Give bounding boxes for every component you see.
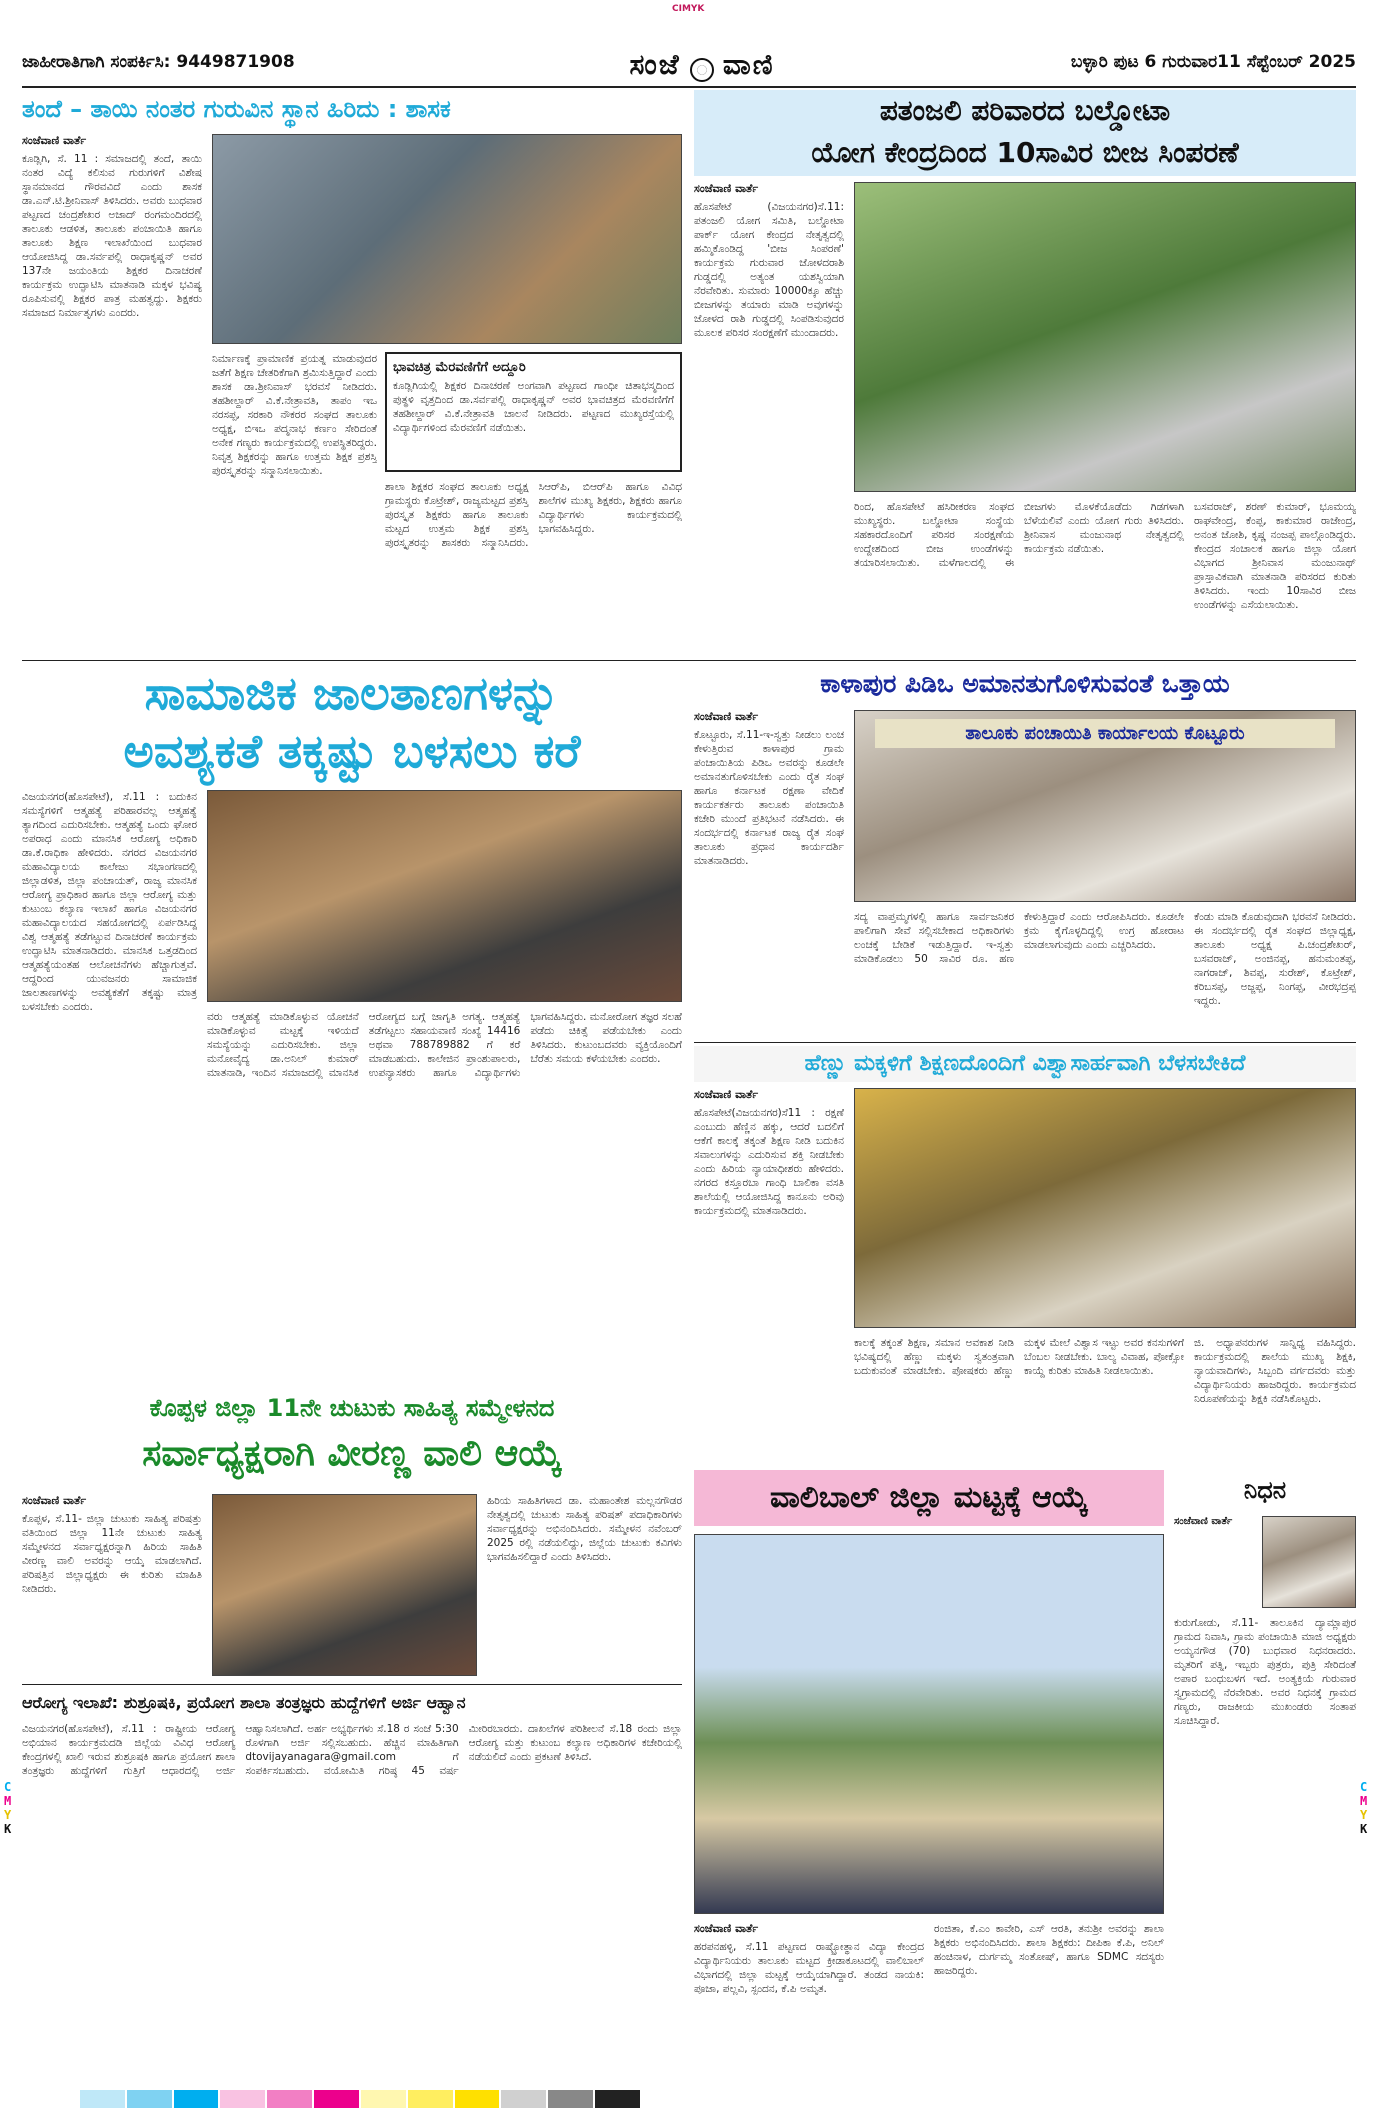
headline: ವಾಲಿಬಾಲ್ ಜಿಲ್ಲಾ ಮಟ್ಟಕ್ಕೆ ಆಯ್ಕೆ [769,1480,1089,1515]
body-right: ರಂಜಿತಾ, ಕೆ.ಎಂ ಕಾವೇರಿ, ಎಸ್ ಆರತಿ, ತನುಶ್ರೀ ಅವರನ್ನು ಶಾಲಾ ಶಿಕ್ಷಕರು ಅಭಿನಂದಿಸಿದರು. ಶಾಲಾ ಶಿಕ್ಷಕರು: ದೀಪಿಕಾ ಕೆ.ಪಿ, ಅನಿಲ್ ಹಂಚಿನಾಳ, ದುರ್ಗಮ್ಮ ಸಂತೋಷ್, ಹಾಗೂ SDMC ಸದಸ್ಯರು ಹಾಜರಿದ್ದರು. [934,1923,1164,1977]
byline: ಸಂಜೆವಾಣಿ ವಾರ್ತೆ [22,1494,87,1507]
story-pdo-protest [694,664,1356,1040]
headline: ನಿಧನ [1243,1476,1287,1504]
seed-ball-photo [854,182,1356,492]
color-bar [80,2090,640,2108]
body-right: ಬಸವರಾಜ್, ಶರಣ್ ಕುಮಾರ್, ಭೂಮಯ್ಯ ರಾಘವೇಂದ್ರ, ಕೆಂಪ್ಪ, ಕಾಕುಮಾರ ರಾಜೇಂದ್ರ, ಅನಂತ ಜೋಶಿ, ಕೃಷ್ಣ ನಂಜಪ್ಪ ಪಾಲ್ಗೊಂಡಿದ್ದರು. ಕೇಂದ್ರದ ಸಂಚಾಲಕ ಹಾಗೂ ಜಿಲ್ಲಾ ಯೋಗ ವಿಭಾಗದ ಶ್ರೀನಿವಾಸ ಮಂಜುನಾಥ್ ಪ್ರಾಸ್ತಾವಿಕವಾಗಿ ಮಾತನಾಡಿ ಪರಿಸರದ ಕುರಿತು ತಿಳಿಸಿದರು. ಇಂದು 10ಸಾವಿರ ಬೀಜ ಉಂಡೆಗಳನ್ನು ಎಸೆಯಲಾಯಿತು. [1194,501,1356,611]
paper-logo [602,48,802,84]
body-right: ಶಾಲಾ ಶಿಕ್ಷಕರ ಸಂಘದ ತಾಲೂಕು ಅಧ್ಯಕ್ಷ ಗ್ರಾಮಸ್ಥರು ಕೊಟ್ರೇಶ್, ರಾಜ್ಯಮಟ್ಟದ ಪ್ರಶಸ್ತಿ ಪುರಸ್ಕೃತ ಶಿಕ್ಷಕರು ಹಾಗೂ ತಾಲೂಕು ಮಟ್ಟದ ಉತ್ತಮ ಶಿಕ್ಷಕ ಪ್ರಶಸ್ತಿ ಪುರಸ್ಕೃತರನ್ನು ಶಾಸಕರು ಸನ್ಮಾನಿಸಿದರು. ಸಿಆರ್‌ಪಿ, ಬಿಆರ್‌ಪಿ ಹಾಗೂ ವಿವಿಧ ಶಾಲೆಗಳ ಮುಖ್ಯ ಶಿಕ್ಷಕರು, ಶಿಕ್ಷಕರು ಹಾಗೂ ವಿದ್ಯಾರ್ಥಿಗಳು ಕಾರ್ಯಕ್ರಮದಲ್ಲಿ ಭಾಗವಹಿಸಿದ್ದರು. [385,481,682,549]
headline-box [694,1470,1164,1526]
body-left: ಹರಪನಹಳ್ಳಿ, ಸೆ.11 ಪಟ್ಟಣದ ರಾಷ್ಟ್ರೋತ್ಥಾನ ವಿದ್ಯಾ ಕೇಂದ್ರದ ವಿದ್ಯಾರ್ಥಿನಿಯರು ತಾಲೂಕು ಮಟ್ಟದ ಕ್ರೀಡಾಕೂಟದಲ್ಲಿ ವಾಲಿಬಾಲ್ ವಿಭಾಗದಲ್ಲಿ ಜಿಲ್ಲಾ ಮಟ್ಟಕ್ಕೆ ಆಯ್ಕೆಯಾಗಿದ್ದಾರೆ. ತಂಡದ ನಾಯಕಿ: ಪೂಜಾ, ಪಲ್ಲವಿ, ಸ್ಪಂದನ, ಕೆ.ಪಿ ಅಮೃತ. [694,1941,924,1995]
masthead [22,48,1356,86]
obituary-portrait [1262,1516,1356,1608]
story-chutuku-sammelana [22,1390,682,1680]
body: ವಿಜಯನಗರ(ಹೊಸಪೇಟೆ), ಸೆ.11 : ರಾಷ್ಟ್ರೀಯ ಆರೋಗ್ಯ ಅಭಿಯಾನ ಕಾರ್ಯಕ್ರಮದಡಿ ಜಿಲ್ಲೆಯ ವಿವಿಧ ಆರೋಗ್ಯ ಕೇಂದ್ರಗಳಲ್ಲಿ ಖಾಲಿ ಇರುವ ಶುಶ್ರೂಷಕಿ ಹಾಗೂ ಪ್ರಯೋಗ ಶಾಲಾ ತಂತ್ರಜ್ಞರು ಹುದ್ದೆಗಳಿಗೆ ಗುತ್ತಿಗೆ ಆಧಾರದಲ್ಲಿ ಅರ್ಜಿ ಆಹ್ವಾನಿಸಲಾಗಿದೆ. ಅರ್ಹ ಅಭ್ಯರ್ಥಿಗಳು ಸೆ.18 ರ ಸಂಜೆ 5:30 ರೊಳಗಾಗಿ ಅರ್ಜಿ ಸಲ್ಲಿಸಬಹುದು. ಹೆಚ್ಚಿನ ಮಾಹಿತಿಗಾಗಿ dtovijayanagara@gmail.com ಗೆ ಸಂಪರ್ಕಿಸಬಹುದು. ವಯೋಮಿತಿ ಗರಿಷ್ಠ 45 ವರ್ಷ ಮೀರಿರಬಾರದು. ದಾಖಲೆಗಳ ಪರಿಶೀಲನೆ ಸೆ.18 ರಂದು ಜಿಲ್ಲಾ ಆರೋಗ್ಯ ಮತ್ತು ಕುಟುಂಬ ಕಲ್ಯಾಣ ಅಧಿಕಾರಿಗಳ ಕಚೇರಿಯಲ್ಲಿ ನಡೆಯಲಿದೆ ಎಂದು ಪ್ರಕಟಣೆ ತಿಳಿಸಿದೆ. [22,1723,682,1777]
headline: ಆರೋಗ್ಯ ಇಲಾಖೆ: ಶುಶ್ರೂಷಕಿ, ಪ್ರಯೋಗ ಶಾಲಾ ತಂತ್ರಜ್ಞರು ಹುದ್ದೆಗಳಿಗೆ ಅರ್ಜಿ ಆಹ್ವಾನ [22,1693,466,1712]
headline-box [22,664,682,782]
headline-box [22,1390,682,1488]
headline: ಹೆಣ್ಣು ಮಕ್ಕಳಿಗೆ ಶಿಕ್ಷಣದೊಂದಿಗೆ ವಿಶ್ವಾಸಾರ್ಹವಾಗಿ ಬೆಳಸಬೇಕಿದೆ [694,1046,1356,1082]
byline: ಸಂಜೆವಾಣಿ ವಾರ್ತೆ [694,710,759,723]
cmyk-mark-left: C M Y K [4,1780,12,1836]
body-left: ಹೊಸಪೇಟೆ(ವಿಜಯನಗರ)ಸೆ11 : ರಕ್ಷಣೆ ಎಂಬುದು ಹೆಣ್ಣಿನ ಹಕ್ಕು, ಆದರೆ ಬದಲಿಗೆ ಆಕೆಗೆ ಕಾಲಕ್ಕೆ ತಕ್ಕಂತೆ ಶಿಕ್ಷಣ ನೀಡಿ ಬದುಕಿನ ಸವಾಲುಗಳನ್ನು ಎದುರಿಸುವ ಶಕ್ತಿ ನೀಡಬೇಕು ಎಂದು ಹಿರಿಯ ನ್ಯಾಯಾಧೀಶರು ಹೇಳಿದರು. ನಗರದ ಕಸ್ತೂರಬಾ ಗಾಂಧಿ ಬಾಲಿಕಾ ವಸತಿ ಶಾಲೆಯಲ್ಲಿ ಆಯೋಜಿಸಿದ್ದ ಕಾನೂನು ಅರಿವು ಕಾರ್ಯಕ್ರಮದಲ್ಲಿ ಮಾತನಾಡಿದರು. [694,1107,844,1217]
body-right: ಜಿ. ಅಧ್ಯಾಪನರುಗಳ ಸಾನ್ನಿಧ್ಯ ವಹಿಸಿದ್ದರು. ಕಾರ್ಯಕ್ರಮದಲ್ಲಿ ಶಾಲೆಯ ಮುಖ್ಯ ಶಿಕ್ಷಕಿ, ನ್ಯಾಯವಾದಿಗಳು, ಸಿಬ್ಬಂದಿ ವರ್ಗದವರು ಮತ್ತು ವಿದ್ಯಾರ್ಥಿನಿಯರು ಹಾಜರಿದ್ದರು. ಕಾರ್ಯಕ್ರಮದ ನಿರೂಪಣೆಯನ್ನು ಶಿಕ್ಷಕಿ ನಡೆಸಿಕೊಟ್ಟರು. [1194,1337,1356,1405]
headline-line2: ಅವಶ್ಯಕತೆ ತಕ್ಕಷ್ಟು ಬಳಸಲು ಕರೆ [123,724,581,778]
story-seed-ball [694,90,1356,656]
headline-line1: ಸಾಮಾಜಿಕ ಜಾಲತಾಣಗಳನ್ನು [144,666,560,720]
headline-line2: ಸರ್ವಾಧ್ಯಕ್ಷರಾಗಿ ವೀರಣ್ಣ ವಾಲಿ ಆಯ್ಕೆ [142,1433,562,1474]
body-right: ವರು ಆತ್ಮಹತ್ಯೆ ಮಾಡಿಕೊಳ್ಳುವ ಯೋಚನೆ ಮಾಡಿಕೊಳ್ಳುವ ಮಟ್ಟಕ್ಕೆ ಇಳಿಯದೆ ಸಮಸ್ಯೆಯನ್ನು ಎದುರಿಸಬೇಕು. ಜಿಲ್ಲಾ ಮನೋವೈದ್ಯ ಡಾ.ಅನಿಲ್ ಕುಮಾರ್ ಮಾತನಾಡಿ, ಇಂದಿನ ಸಮಾಜದಲ್ಲಿ ಮಾನಸಿಕ ಆರೋಗ್ಯದ ಬಗ್ಗೆ ಜಾಗೃತಿ ಅಗತ್ಯ. ಆತ್ಮಹತ್ಯೆ ತಡೆಗಟ್ಟಲು ಸಹಾಯವಾಣಿ ಸಂಖ್ಯೆ 14416 ಅಥವಾ 788789882 ಗೆ ಕರೆ ಮಾಡಬಹುದು. ಕಾಲೇಜಿನ ಪ್ರಾಂಶುಪಾಲರು, ಉಪನ್ಯಾಸಕರು ಹಾಗೂ ವಿದ್ಯಾರ್ಥಿಗಳು ಭಾಗವಹಿಸಿದ್ದರು. ಮನೋರೋಗ ತಜ್ಞರ ಸಲಹೆ ಪಡೆದು ಚಿಕಿತ್ಸೆ ಪಡೆಯಬೇಕು ಎಂದು ತಿಳಿಸಿದರು. ಕುಟುಂಬದವರು ವ್ಯಕ್ತಿಯೊಂದಿಗೆ ಬೆರೆತು ಸಮಯ ಕಳೆಯಬೇಕು ಎಂದರು. [207,1011,682,1079]
volleyball-team-photo [694,1534,1164,1914]
divider-3 [22,1684,682,1685]
byline: ಸಂಜೆವಾಣಿ ವಾರ್ತೆ [22,134,87,147]
byline: ಸಂಜೆವಾಣಿ ವಾರ್ತೆ [1174,1516,1233,1527]
divider-2 [694,1042,1356,1043]
story-health-recruitment [22,1688,682,2078]
body-right: ಹಿರಿಯ ಸಾಹಿತಿಗಳಾದ ಡಾ. ಮಹಾಂತೇಶ ಮಲ್ಲನಗೌಡರ ನೇತೃತ್ವದಲ್ಲಿ ಚುಟುಕು ಸಾಹಿತ್ಯ ಪರಿಷತ್ ಪದಾಧಿಕಾರಿಗಳು ಸರ್ವಾಧ್ಯಕ್ಷರನ್ನು ಅಭಿನಂದಿಸಿದರು. ಸಮ್ಮೇಳನ ನವೆಂಬರ್ 2025 ರಲ್ಲಿ ನಡೆಯಲಿದ್ದು, ಜಿಲ್ಲೆಯ ಚುಟುಕು ಕವಿಗಳು ಭಾಗವಹಿಸಲಿದ್ದಾರೆ ಎಂದು ತಿಳಿಸಿದರು. [487,1495,682,1563]
byline: ಸಂಜೆವಾಣಿ ವಾರ್ತೆ [694,182,759,195]
body-left: ಹೊಸಪೇಟೆ (ವಿಜಯನಗರ)ಸೆ.11: ಪತಂಜಲಿ ಯೋಗ ಸಮಿತಿ, ಬಲ್ಡೋಟಾ ಪಾರ್ಕ್ ಯೋಗ ಕೇಂದ್ರದ ನೇತೃತ್ವದಲ್ಲಿ ಹಮ್ಮಿಕೊಂಡಿದ್ದ 'ಬೀಜ ಸಿಂಪರಣೆ' ಕಾರ್ಯಕ್ರಮ ಗುರುವಾರ ಜೋಳದರಾಶಿ ಗುಡ್ಡದಲ್ಲಿ ಅತ್ಯಂತ ಯಶಸ್ವಿಯಾಗಿ ನೆರವೇರಿತು. ಸುಮಾರು 10000ಕ್ಕೂ ಹೆಚ್ಚು ಬೀಜಗಳನ್ನು ತಯಾರು ಮಾಡಿ ಅವುಗಳನ್ನು ಜೋಳದ ರಾಶಿ ಗುಡ್ಡದಲ್ಲಿ ಸಿಂಪಡಿಸುವುದರ ಮೂಲಕ ಪರಿಸರ ಸಂರಕ್ಷಣೆಗೆ ಮುಂದಾದರು. [694,201,844,339]
paper-name-right: ವಾಣಿ [722,48,775,81]
body-left: ಕೊಟ್ಟೂರು, ಸೆ.11-ಇ-ಸ್ವತ್ತು ನೀಡಲು ಲಂಚ ಕೇಳುತ್ತಿರುವ ಕಾಳಾಪುರ ಗ್ರಾಮ ಪಂಚಾಯಿತಿಯ ಪಿಡಿಒ ಅವರನ್ನು ಕೂಡಲೇ ಅಮಾನತುಗೊಳಿಸಬೇಕು ಎಂದು ರೈತ ಸಂಘ ಹಾಗೂ ಕರ್ನಾಟಕ ರಕ್ಷಣಾ ವೇದಿಕೆ ಕಾರ್ಯಕರ್ತರು ತಾಲೂಕು ಪಂಚಾಯಿತಿ ಕಚೇರಿ ಮುಂದೆ ಪ್ರತಿಭಟನೆ ನಡೆಸಿದರು. ಈ ಸಂದರ್ಭದಲ್ಲಿ ಕರ್ನಾಟಕ ರಾಜ್ಯ ರೈತ ಸಂಘ ತಾಲೂಕು ಪ್ರಧಾನ ಕಾರ್ಯದರ್ಶಿ ಮಾತನಾಡಿದರು. [694,729,844,867]
obituary [1174,1470,1356,2078]
issue-info: ಬಳ್ಳಾರಿ ಪುಟ 6 ಗುರುವಾರ11 ಸೆಪ್ಟೆಂಬರ್ 2025 [1070,52,1356,72]
divider-1 [22,660,1356,661]
story-teacher-day [22,90,682,656]
story-social-media [22,664,682,1384]
body-mid: ನಿರ್ಮಾಣಕ್ಕೆ ಪ್ರಾಮಾಣಿಕ ಪ್ರಯತ್ನ ಮಾಡುವುದರ ಜತೆಗೆ ಶಿಕ್ಷಣ ಚೇತರಿಕೆಗಾಗಿ ಶ್ರಮಿಸುತ್ತಿದ್ದಾರೆ ಎಂದು ಶಾಸಕ ಡಾ.ಶ್ರೀನಿವಾಸ್ ಭರವಸೆ ನೀಡಿದರು. ತಹಶೀಲ್ದಾರ್ ವಿ.ಕೆ.ನೇತ್ರಾವತಿ, ತಾಪಂ ಇಒ ನರಸಪ್ಪ, ಸರಕಾರಿ ನೌಕರರ ಸಂಘದ ತಾಲೂಕು ಅಧ್ಯಕ್ಷ, ಬಿಇಒ ಪದ್ಮನಾಭ ಕರ್ಣಂ ಸೇರಿದಂತೆ ಅನೇಕ ಗಣ್ಯರು ಕಾರ್ಯಕ್ರಮದಲ್ಲಿ ಉಪಸ್ಥಿತರಿದ್ದರು. ನಿವೃತ್ತ ಶಿಕ್ಷಕರನ್ನು ಹಾಗೂ ಉತ್ತಮ ಶಿಕ್ಷಕ ಪ್ರಶಸ್ತಿ ಪುರಸ್ಕೃತರನ್ನು ಸನ್ಮಾನಿಸಲಾಯಿತು. [212,353,377,477]
body-mid: ರಿಂದ, ಹೊಸಪೇಟೆ ಹಸಿರೀಕರಣ ಸಂಘದ ಮುಖ್ಯಸ್ಥರು. ಬಲ್ಡೋಟಾ ಸಂಸ್ಥೆಯ ಸಹಕಾರದೊಂದಿಗೆ ಪರಿಸರ ಸಂರಕ್ಷಣೆಯ ಉದ್ದೇಶದಿಂದ ಬೀಜ ಉಂಡೆಗಳನ್ನು ತಯಾರಿಸಲಾಯಿತು. ಮಳೆಗಾಲದಲ್ಲಿ ಈ ಬೀಜಗಳು ಮೊಳಕೆಯೊಡೆದು ಗಿಡಗಳಾಗಿ ಬೆಳೆಯಲಿವೆ ಎಂದು ಯೋಗ ಗುರು ತಿಳಿಸಿದರು. ಶ್ರೀನಿವಾಸ ಮಂಜುನಾಥ ನೇತೃತ್ವದಲ್ಲಿ ಕಾರ್ಯಕ್ರಮ ನಡೆಯಿತು. [854,501,1184,569]
body-left: ಕೊಪ್ಪಳ, ಸೆ.11- ಜಿಲ್ಲಾ ಚುಟುಕು ಸಾಹಿತ್ಯ ಪರಿಷತ್ತು ವತಿಯಿಂದ ಜಿಲ್ಲಾ 11ನೇ ಚುಟುಕು ಸಾಹಿತ್ಯ ಸಮ್ಮೇಳನದ ಸರ್ವಾಧ್ಯಕ್ಷರನ್ನಾಗಿ ಹಿರಿಯ ಸಾಹಿತಿ ವೀರಣ್ಣ ವಾಲಿ ಅವರನ್ನು ಆಯ್ಕೆ ಮಾಡಲಾಗಿದೆ. ಪರಿಷತ್ತಿನ ಜಿಲ್ಲಾಧ್ಯಕ್ಷರು ಈ ಕುರಿತು ಮಾಹಿತಿ ನೀಡಿದರು. [22,1513,202,1595]
press-tag: CIMYK [672,4,705,14]
protest-photo [854,710,1356,902]
headline-line2: ಯೋಗ ಕೇಂದ್ರದಿಂದ 10ಸಾವಿರ ಬೀಜ ಸಿಂಪರಣೆ [811,136,1239,169]
logo-emblem-icon [690,58,714,82]
box-text: ಕೂಡ್ಲಿಗಿಯಲ್ಲಿ ಶಿಕ್ಷಕರ ದಿನಾಚರಣೆ ಅಂಗವಾಗಿ ಪಟ್ಟಣದ ಗಾಂಧೀ ಚಿತಾಭಸ್ಮದಿಂದ ಪುತ್ಥಳಿ ವೃತ್ತದಿಂದ ಡಾ.ಸರ್ವಪಲ್ಲಿ ರಾಧಾಕೃಷ್ಣನ್ ಅವರ ಭಾವಚಿತ್ರದ ಮೆರವಣಿಗೆಗೆ ತಹಶೀಲ್ದಾರ್ ವಿ.ಕೆ.ನೇತ್ರಾವತಿ ಚಾಲನೆ ನೀಡಿದರು. ಪಟ್ಟಣದ ಮುಖ್ಯರಸ್ತೆಯಲ್ಲಿ ವಿದ್ಯಾರ್ಥಿಗಳಿಂದ ಮೆರವಣಿಗೆ ನಡೆಯಿತು. [393,380,674,434]
body-mid: ಸದ್ಯ ವಾಪ್ತಮ್ಮಗಳಲ್ಲಿ ಹಾಗೂ ಸಾರ್ವಜನಿಕರ ಪಾಲಿಗಾಗಿ ಸೇವೆ ಸಲ್ಲಿಸಬೇಕಾದ ಅಧಿಕಾರಿಗಳು ಲಂಚಕ್ಕೆ ಬೇಡಿಕೆ ಇಡುತ್ತಿದ್ದಾರೆ. ಇ-ಸ್ವತ್ತು ಮಾಡಿಕೊಡಲು 50 ಸಾವಿರ ರೂ. ಹಣ ಕೇಳುತ್ತಿದ್ದಾರೆ ಎಂದು ಆರೋಪಿಸಿದರು. ಕೂಡಲೇ ಕ್ರಮ ಕೈಗೊಳ್ಳದಿದ್ದಲ್ಲಿ ಉಗ್ರ ಹೋರಾಟ ಮಾಡಲಾಗುವುದು ಎಂದು ಎಚ್ಚರಿಸಿದರು. [854,911,1184,965]
body-left: ಕೂಡ್ಲಿಗಿ, ಸೆ. 11 : ಸಮಾಜದಲ್ಲಿ ತಂದೆ, ತಾಯಿ ನಂತರ ವಿದ್ಯೆ ಕಲಿಸುವ ಗುರುಗಳಿಗೆ ವಿಶೇಷ ಸ್ಥಾನಮಾನದ ಗೌರವವಿದೆ ಎಂದು ಶಾಸಕ ಡಾ.ಎನ್.ಟಿ.ಶ್ರೀನಿವಾಸ್ ತಿಳಿಸಿದರು. ಅವರು ಬುಧವಾರ ಪಟ್ಟಣದ ಚಂದ್ರಶೇಖರ ಅಜಾದ್ ರಂಗಮಂದಿರದಲ್ಲಿ ತಾಲೂಕು ಆಡಳಿತ, ತಾಲೂಕು ಪಂಚಾಯಿತಿ ಹಾಗೂ ತಾಲೂಕು ಶಿಕ್ಷಣ ಇಲಾಖೆಯಿಂದ ಬುಧವಾರ ಆಯೋಜಿಸಿದ್ದ ಡಾ.ಸರ್ವಪಲ್ಲಿ ರಾಧಾಕೃಷ್ಣನ್ ಅವರ 137ನೇ ಜಯಂತಿಯ ಶಿಕ್ಷಕರ ದಿನಾಚರಣೆ ಕಾರ್ಯಕ್ರಮ ಉದ್ಘಾಟಿಸಿ ಮಾತನಾಡಿ ಮಕ್ಕಳ ಭವಿಷ್ಯ ರೂಪಿಸುವಲ್ಲಿ ಶಿಕ್ಷಕರ ಪಾತ್ರ ಮಹತ್ವದ್ದು. ಶಿಕ್ಷಕರು ಸಮಾಜದ ನಿರ್ಮಾತೃಗಳು ಎಂದರು. [22,153,202,319]
headline: ತಂದೆ – ತಾಯಿ ನಂತರ ಗುರುವಿನ ಸ್ಥಾನ ಹಿರಿದು : ಶಾಸಕ [22,95,451,123]
cmyk-mark-right: C M Y K [1360,1780,1368,1836]
chutuku-photo [212,1494,477,1676]
advert-contact: ಜಾಹೀರಾತಿಗಾಗಿ ಸಂಪರ್ಕಿಸಿ: 9449871908 [22,52,295,72]
headline: ಕಾಳಾಪುರ ಪಿಡಿಒ ಅಮಾನತುಗೊಳಿಸುವಂತೆ ಒತ್ತಾಯ [820,669,1230,698]
masthead-rule [22,86,1356,88]
story-volleyball [694,1470,1164,2078]
headline-box [694,90,1356,176]
body-mid: ಕಾಲಕ್ಕೆ ತಕ್ಕಂತೆ ಶಿಕ್ಷಣ, ಸಮಾನ ಅವಕಾಶ ನೀಡಿ ಭವಿಷ್ಯದಲ್ಲಿ ಹೆಣ್ಣು ಮಕ್ಕಳು ಸ್ವತಂತ್ರವಾಗಿ ಬದುಕುವಂತೆ ಮಾಡಬೇಕು. ಪೋಷಕರು ಹೆಣ್ಣು ಮಕ್ಕಳ ಮೇಲೆ ವಿಶ್ವಾಸ ಇಟ್ಟು ಅವರ ಕನಸುಗಳಿಗೆ ಬೆಂಬಲ ನೀಡಬೇಕು. ಬಾಲ್ಯ ವಿವಾಹ, ಪೋಕ್ಸೋ ಕಾಯ್ದೆ ಕುರಿತು ಮಾಹಿತಿ ನೀಡಲಾಯಿತು. [854,1337,1184,1377]
teacher-day-photo [212,134,682,344]
body-left: ವಿಜಯನಗರ(ಹೊಸಪೇಟೆ), ಸೆ.11 : ಬದುಕಿನ ಸಮಸ್ಯೆಗಳಿಗೆ ಆತ್ಮಹತ್ಯೆ ಪರಿಹಾರವಲ್ಲ ಆತ್ಮಹತ್ಯೆ ತ್ಯಾಗದಿಂದ ಎದುರಿಸಬೇಕು. ಆತ್ಮಹತ್ಯೆ ಒಂದು ಘೋರ ಅಪರಾಧ ಎಂದು ಮಾನಸಿಕ ಆರೋಗ್ಯ ಅಧಿಕಾರಿ ಡಾ.ಕೆ.ರಾಧಿಕಾ ಹೇಳಿದರು. ನಗರದ ವಿಜಯನಗರ ಮಹಾವಿದ್ಯಾಲಯ ಕಾಲೇಜು ಸಭಾಂಗಣದಲ್ಲಿ ಜಿಲ್ಲಾಡಳಿತ, ಜಿಲ್ಲಾ ಪಂಚಾಯತ್, ರಾಜ್ಯ ಮಾನಸಿಕ ಆರೋಗ್ಯ ಪ್ರಾಧಿಕಾರ ಹಾಗೂ ಜಿಲ್ಲಾ ಆರೋಗ್ಯ ಮತ್ತು ಕುಟುಂಬ ಕಲ್ಯಾಣ ಇಲಾಖೆ ಹಾಗೂ ವಿಜಯನಗರ ಮಹಾವಿದ್ಯಾಲಯದ ಸಹಯೋಗದಲ್ಲಿ ಏರ್ಪಡಿಸಿದ್ದ ವಿಶ್ವ ಆತ್ಮಹತ್ಯೆ ತಡೆಗಟ್ಟುವ ದಿನಾಚರಣೆ ಕಾರ್ಯಕ್ರಮ ಉದ್ಘಾಟಿಸಿ ಮಾತನಾಡಿದರು. ಮಾನಸಿಕ ಒತ್ತಡದಿಂದ ಆತ್ಮಹತ್ಯೆಯಂತಹ ಆಲೋಚನೆಗಳು ಹೆಚ್ಚಾಗುತ್ತವೆ. ಆದ್ದರಿಂದ ಯುವಜನರು ಸಾಮಾಜಿಕ ಜಾಲತಾಣಗಳನ್ನು ಅವಶ್ಯಕತೆಗೆ ತಕ್ಕಷ್ಟು ಮಾತ್ರ ಬಳಸಬೇಕು ಎಂದರು. [22,791,197,1013]
body: ಕುರುಗೋಡು, ಸೆ.11- ತಾಲೂಕಿನ ದ್ಯಾಮ್ಲಾಪುರ ಗ್ರಾಮದ ನಿವಾಸಿ, ಗ್ರಾಮ ಪಂಚಾಯಿತಿ ಮಾಜಿ ಅಧ್ಯಕ್ಷರು ಅಯ್ಯನಗೌಡ (70) ಬುಧವಾರ ನಿಧನರಾದರು. ಮೃತರಿಗೆ ಪತ್ನಿ, ಇಬ್ಬರು ಪುತ್ರರು, ಪುತ್ರಿ ಸೇರಿದಂತೆ ಅಪಾರ ಬಂಧುಬಳಗ ಇದೆ. ಅಂತ್ಯಕ್ರಿಯೆ ಗುರುವಾರ ಸ್ವಗ್ರಾಮದಲ್ಲಿ ನೆರವೇರಿತು. ಅವರ ನಿಧನಕ್ಕೆ ಗ್ರಾಮದ ಗಣ್ಯರು, ರಾಜಕೀಯ ಮುಖಂಡರು ಸಂತಾಪ ಸೂಚಿಸಿದ್ದಾರೆ. [1174,1617,1356,1727]
headline-line1: ಪತಂಜಲಿ ಪರಿವಾರದ ಬಲ್ಡೋಟಾ [879,94,1171,127]
girls-education-photo [854,1088,1356,1328]
office-banner: ತಾಲೂಕು ಪಂಚಾಯಿತಿ ಕಾರ್ಯಾಲಯ ಕೊಟ್ಟೂರು [875,719,1335,748]
social-media-photo [207,790,682,1002]
byline: ಸಂಜೆವಾಣಿ ವಾರ್ತೆ [694,1922,759,1935]
body-right: ಕೆಂಡು ಮಾಡಿ ಕೊಡುವುದಾಗಿ ಭರವಸೆ ನೀಡಿದರು. ಈ ಸಂದರ್ಭದಲ್ಲಿ ರೈತ ಸಂಘದ ಜಿಲ್ಲಾಧ್ಯಕ್ಷ, ತಾಲೂಕು ಅಧ್ಯಕ್ಷ ಪಿ.ಚಂದ್ರಶೇಖರ್, ಬಸವರಾಜ್, ಅಂಜಿನಪ್ಪ, ಹನುಮಂತಪ್ಪ, ನಾಗರಾಜ್, ಶಿವಪ್ಪ, ಸುರೇಶ್, ಕೊಟ್ರೇಶ್, ಕರಿಬಸಪ್ಪ, ಅಜ್ಜಪ್ಪ, ನಿಂಗಪ್ಪ, ವೀರಭದ್ರಪ್ಪ ಇದ್ದರು. [1194,911,1356,1007]
procession-box [385,352,682,472]
story-girls-education [694,1046,1356,1466]
paper-name-left: ಸಂಜೆ [629,48,681,81]
box-title: ಭಾವಚಿತ್ರ ಮೆರವಣಿಗೆಗೆ ಅದ್ದೂರಿ [393,360,526,375]
byline: ಸಂಜೆವಾಣಿ ವಾರ್ತೆ [694,1088,759,1101]
headline-line1: ಕೊಪ್ಪಳ ಜಿಲ್ಲಾ 11ನೇ ಚುಟುಕು ಸಾಹಿತ್ಯ ಸಮ್ಮೇಳನದ [149,1394,555,1422]
